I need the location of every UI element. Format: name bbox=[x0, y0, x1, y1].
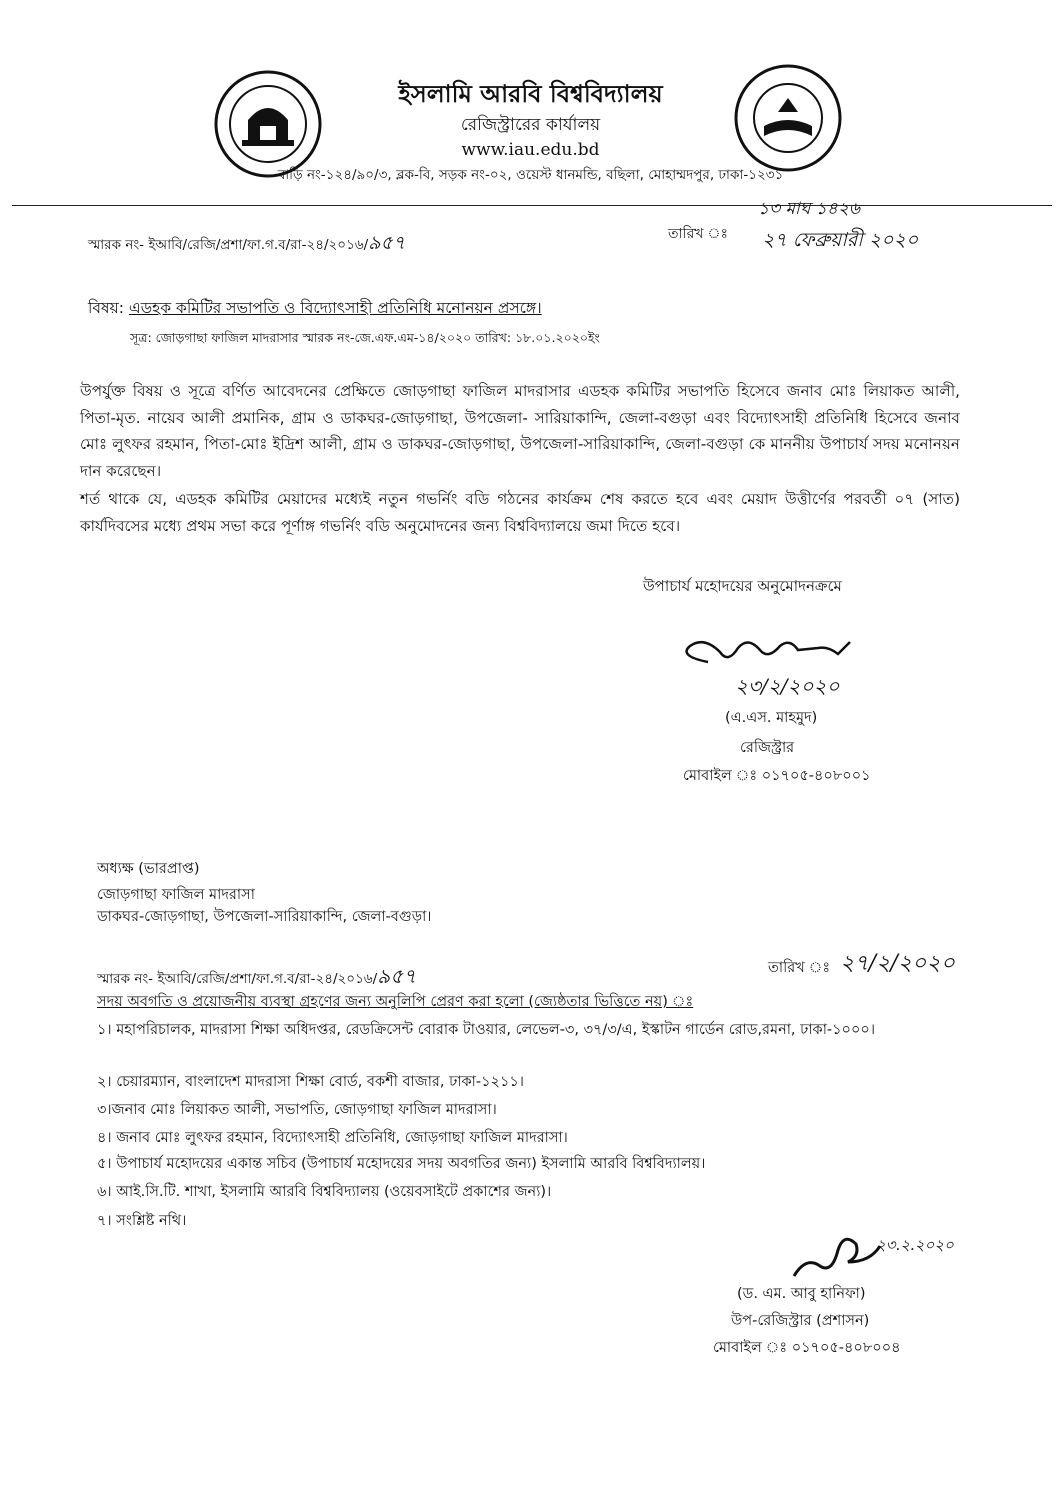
office-name: রেজিস্ট্রারের কার্যালয় bbox=[460, 115, 601, 135]
memo-ref-label: স্মারক নং- ইআবি/রেজি/প্রশা/ফা.গ.ব/রা-২৪/২০১৬/ bbox=[88, 237, 369, 253]
subject-text: এডহক কমিটির সভাপতি ও বিদ্যোৎসাহী প্রতিনিধি মনোনয়ন প্রসঙ্গে। bbox=[128, 299, 542, 317]
memo-reference bbox=[88, 229, 405, 261]
memo-date-english: ২৭ ফেব্রুয়ারী ২০২০ bbox=[762, 229, 919, 251]
cc-item: ৪। জনাব মোঃ লুৎফর রহমান, বিদ্যোৎসাহী প্রতিনিধি, জোড়গাছা ফাজিল মাদরাসা। bbox=[97, 1130, 568, 1146]
cc-heading: সদয় অবগতি ও প্রয়োজনীয় ব্যবস্থা গ্রহণের জন্য অনুলিপি প্রেরণ করা হলো (জ্যেষ্ঠতার ভিত্তিতে নয়) ঃ bbox=[97, 994, 694, 1010]
approval-note: উপাচার্য মহোদয়ের অনুমোদনক্রমে bbox=[643, 577, 842, 595]
body-paragraph-2: শর্ত থাকে যে, এডহক কমিটির মেয়াদের মধ্যেই নতুন গভর্নিং বডি গঠনের কার্যক্রম শেষ করতে হবে এবং মেয়াদ উত্তীর্ণের পরবর্তী ০৭ (সাত) কার্যদিবসের মধ্যে প্রথম সভা করে পূর্ণাঙ্গ গভর্নিং বডি অনুমোদনের জন্য বিশ্ববিদ্যালয়ে জমা দিতে হবে। bbox=[80, 490, 960, 535]
cc-item: ৬। আই.সি.টি. শাখা, ইসলামি আরবি বিশ্ববিদ্যালয় (ওয়েবসাইটে প্রকাশের জন্য)। bbox=[97, 1184, 552, 1200]
deputy-registrar-title: উপ-রেজিস্ট্রার (প্রশাসন) bbox=[731, 1313, 870, 1329]
recipient-line-2: জোড়গাছা ফাজিল মাদরাসা bbox=[97, 887, 255, 903]
cc-item: ৩।জনাব মোঃ লিয়াকত আলী, সভাপতি, জোড়গাছা ফাজিল মাদরাসা। bbox=[97, 1102, 497, 1118]
subject-label: বিষয়: bbox=[88, 299, 124, 317]
deputy-registrar-mobile: মোবাইল ঃ ০১৭০৫-৪০৮০০৪ bbox=[713, 1340, 901, 1356]
subject-line bbox=[88, 296, 542, 322]
recipient-line-3: ডাকঘর-জোড়গাছা, উপজেলা-সারিয়াকান্দি, জেলা-বগুড়া। bbox=[97, 909, 432, 925]
deputy-registrar-signature-mark bbox=[786, 1226, 886, 1286]
memo-date-bangla: ১৩ মাঘ ১৪২৬ bbox=[758, 199, 860, 219]
website-link[interactable]: www.iau.edu.bd bbox=[461, 140, 600, 160]
memo2-ref-label: স্মারক নং- ইআবি/রেজি/প্রশা/ফা.গ.ব/রা-২৪/২০১৬/ bbox=[97, 971, 378, 987]
office-address: বাড়ি নং-১২৪/৯০/৩, ব্লক-বি, সড়ক নং-০২, ওয়েস্ট ধানমন্ডি, বছিলা, মোহাম্মদপুর, ঢাকা-১২৩১ bbox=[277, 167, 784, 183]
header-divider bbox=[12, 205, 1052, 206]
memo2-date: ২৭/২/২০২০ bbox=[840, 951, 955, 976]
cc-item: ৫। উপাচার্য মহোদয়ের একান্ত সচিব (উপাচার্য মহোদয়ের সদয় অবগতির জন্য) ইসলামি আরবি বিশ্ববিদ্যালয়। bbox=[97, 1156, 706, 1172]
cc-item: ২। চেয়ারম্যান, বাংলাদেশ মাদরাসা শিক্ষা বোর্ড, বকশী বাজার, ঢাকা-১২১১। bbox=[97, 1074, 524, 1090]
recipient-line-1: অধ্যক্ষ (ভারপ্রাপ্ত) bbox=[97, 861, 200, 877]
deputy-registrar-name: (ড. এম. আবু হানিফা) bbox=[737, 1286, 866, 1302]
cc-item: ৭। সংশ্লিষ্ট নথি। bbox=[97, 1213, 187, 1229]
registrar-title: রেজিস্ট্রার bbox=[740, 740, 795, 756]
body-paragraph-1: উপর্যুক্ত বিষয় ও সূত্রে বর্ণিত আবেদনের প্রেক্ষিতে জোড়গাছা ফাজিল মাদরাসার এডহক কমিটির সভাপতি হিসেবে জনাব মোঃ লিয়াকত আলী, পিতা-মৃত. নায়েব আলী প্রমানিক, গ্রাম ও ডাকঘর-জোড়গাছা, উপজেলা- সারিয়াকান্দি, জেলা-বগুড়া এবং বিদ্যোৎসাহী প্রতিনিধি হিসেবে জনাব মোঃ লুৎফর রহমান, পিতা-মোঃ ইদ্রিশ আলী, গ্রাম ও ডাকঘর-জোড়গাছা, উপজেলা-সারিয়াকান্দি, জেলা-বগুড়া কে মাননীয় উপাচার্য সদয় মনোনয়ন দান করেছেন। bbox=[80, 382, 960, 480]
registrar-name: (এ.এস. মাহমুদ) bbox=[725, 710, 818, 726]
registrar-mobile: মোবাইল ঃ ০১৭০৫-৪০৮০০১ bbox=[683, 768, 871, 784]
source-reference: সূত্র: জোড়গাছা ফাজিল মাদরাসার স্মারক নং-জে.এফ.এম-১৪/২০২০ তারিখ: ১৮.০১.২০২০ইং bbox=[130, 330, 600, 345]
memo-ref-number: ৯৫৭ bbox=[368, 232, 406, 254]
deputy-registrar-signature-date: ২৩.২.২০২০ bbox=[876, 1236, 954, 1254]
registrar-signature-date: ২৩/২/২০২০ bbox=[735, 674, 840, 698]
cc-item: ১। মহাপরিচালক, মাদরাসা শিক্ষা অধিদপ্তর, রেডক্রিসেন্ট বোরাক টাওয়ার, লেভেল-৩, ৩৭/৩/এ, ইস্কাটন গার্ডেন রোড,রমনা, ঢাকা-১০০০। bbox=[97, 1022, 876, 1038]
university-name: ইসলামি আরবি বিশ্ববিদ্যালয় bbox=[398, 80, 663, 108]
memo2-date-label: তারিখ ঃ bbox=[768, 960, 831, 976]
memo-date-label: তারিখ ঃ bbox=[668, 226, 728, 242]
memo2-ref-number: ৯৫৭ bbox=[377, 964, 417, 988]
